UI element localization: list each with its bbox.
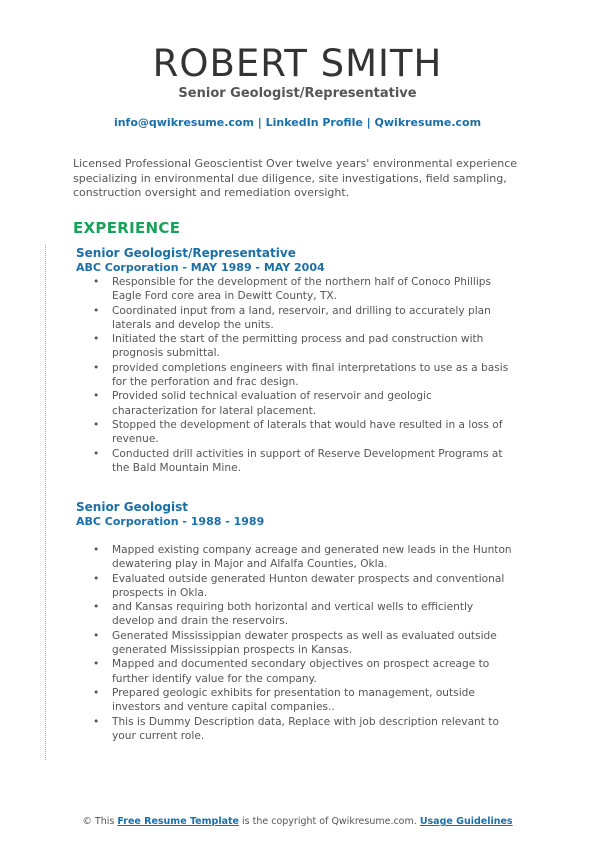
candidate-name: ROBERT SMITH [152, 42, 443, 85]
candidate-title: Senior Geologist/Representative [178, 86, 417, 101]
job-bullets [76, 543, 516, 743]
footer [0, 816, 595, 827]
list-item: • Evaluated outside generated Hunton dewater prospects and conventional prospects in Okla. [93, 572, 505, 599]
timeline-divider [45, 245, 46, 760]
job-company-dates: ABC Corporation - 1988 - 1989 [76, 515, 265, 528]
list-item: • Provided solid technical evaluation of reservoir and geologic characterization for lateral placement. [93, 390, 432, 417]
list-item: • Conducted drill activities in support of Reserve Development Programs at the Bald Mountain Mine. [93, 447, 503, 474]
list-item: • Mapped existing company acreage and generated new leads in the Hunton dewatering play in Major and Alfalfa Counties, Okla. [93, 544, 512, 571]
experience-heading: EXPERIENCE [73, 219, 181, 237]
list-item: • This is Dummy Description data, Replace with job description relevant to your current role. [93, 715, 499, 742]
footer-prefix: © This [82, 816, 115, 827]
free-resume-template-link[interactable]: Free Resume Template [117, 816, 239, 827]
list-item: • Responsible for the development of the northern half of Conoco Phillips Eagle Ford core area in Dewitt County, TX. [93, 276, 492, 303]
list-item: • and Kansas requiring both horizontal and vertical wells to efficiently develop and drain the reservoirs. [93, 601, 474, 628]
list-item: • provided completions engineers with final interpretations to use as a basis for the perforation and frac design. [93, 361, 509, 389]
contact-line [0, 116, 595, 129]
list-item: • Stopped the development of laterals that would have resulted in a loss of revenue. [93, 418, 503, 446]
job-title: Senior Geologist [76, 500, 188, 514]
list-item: • Initiated the start of the permitting process and pad construction with prognosis submittal. [93, 333, 484, 360]
website-link[interactable]: Qwikresume.com [374, 116, 482, 129]
separator: | [366, 116, 371, 129]
job-company-dates: ABC Corporation - MAY 1989 - MAY 2004 [76, 261, 325, 274]
job-entry [76, 246, 516, 475]
separator: | [257, 116, 262, 129]
job-bullets [76, 275, 516, 475]
list-item: • Coordinated input from a land, reservoir, and drilling to accurately plan laterals and develop the units. [93, 304, 491, 331]
usage-guidelines-link[interactable]: Usage Guidelines [419, 816, 513, 827]
linkedin-link[interactable]: LinkedIn Profile [265, 116, 363, 129]
job-entry [76, 500, 516, 743]
summary-text: Licensed Professional Geoscientist Over twelve years' environmental experience specializing in environmental due diligence, site investigations, field sampling, construction oversight and remediation oversight. [73, 157, 518, 199]
list-item: • Mapped and documented secondary objectives on prospect acreage to further identify value for the company. [93, 658, 490, 685]
list-item: • Prepared geologic exhibits for presentation to management, outside investors and venture capital companies.. [93, 686, 475, 714]
footer-copyright-text: is the copyright of Qwikresume.com. [242, 816, 417, 827]
email-link[interactable]: info@qwikresume.com [113, 116, 254, 129]
job-title: Senior Geologist/Representative [76, 246, 296, 260]
list-item: • Generated Mississippian dewater prospects as well as evaluated outside generated Mississippian prospects in Kansas. [93, 629, 497, 657]
